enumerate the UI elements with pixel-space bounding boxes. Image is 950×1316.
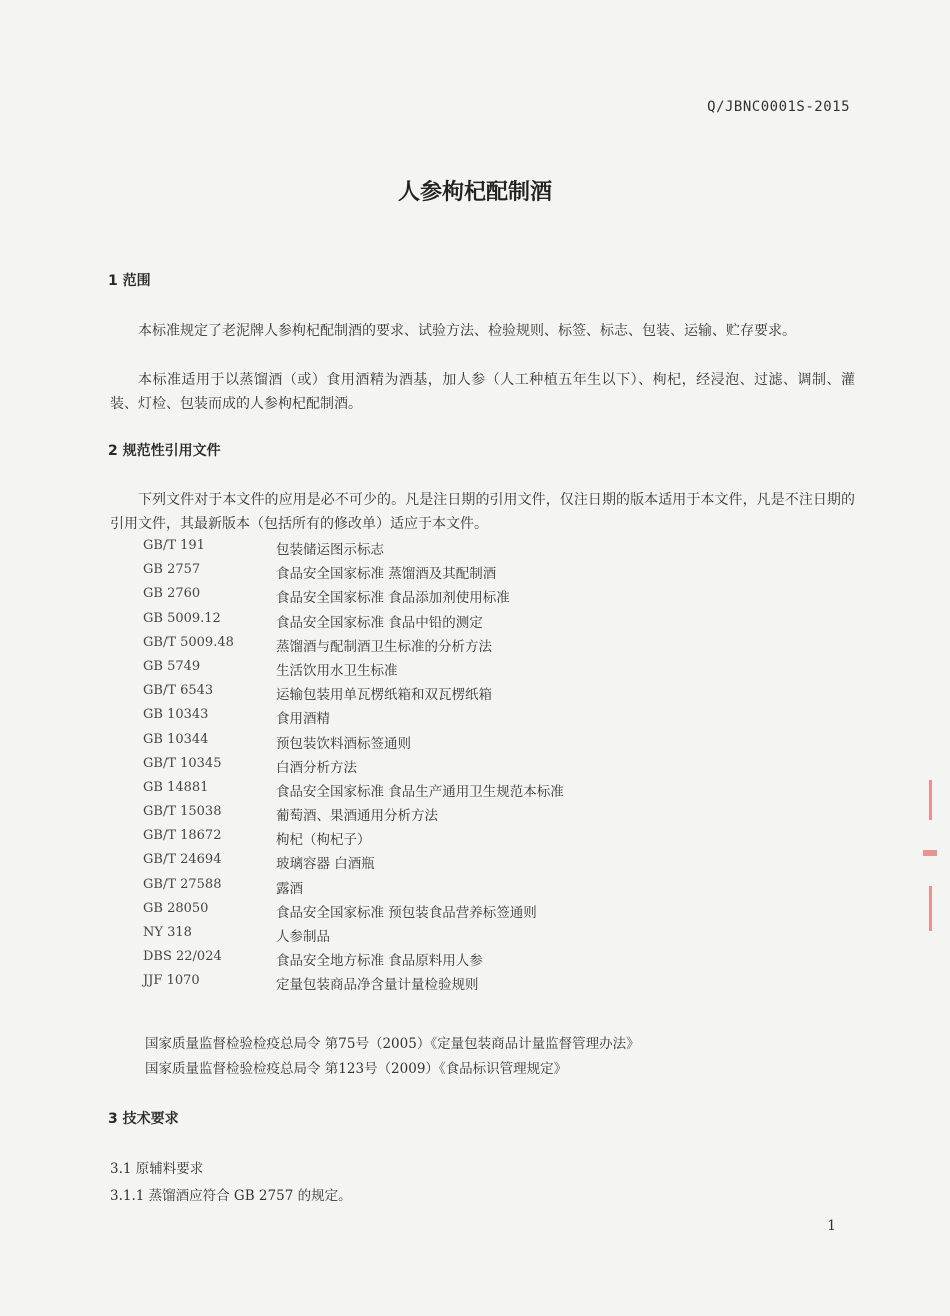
references-intro: 下列文件对于本文件的应用是必不可少的。凡是注日期的引用文件，仅注日期的版本适用于本文件，凡是不注日期的引用文件，其最新版本（包括所有的修改单）适应于本文件。 xyxy=(110,492,855,532)
document-title: 人参枸杞配制酒 xyxy=(397,180,552,205)
scope-paragraph-1: 本标准规定了老泥牌人参枸杞配制酒的要求、试验方法、检验规则、标签、标志、包装、运输、贮存要求。 xyxy=(138,323,796,339)
reference-code: NY 318 xyxy=(143,925,192,940)
section-heading-scope: 1 范围 xyxy=(108,273,151,289)
reference-title: 白酒分析方法 xyxy=(276,759,357,776)
reference-item xyxy=(143,732,843,756)
reference-code: GB 2757 xyxy=(143,562,201,578)
reference-code: GB/T 24694 xyxy=(143,852,222,868)
reference-code: GB 14881 xyxy=(143,779,209,795)
reference-title: 预包装饮料酒标签通则 xyxy=(276,735,411,752)
reference-item xyxy=(143,901,843,925)
reference-title: 包装储运图示标志 xyxy=(276,542,384,558)
scope-paragraph-2: 本标准适用于以蒸馏酒（或）食用酒精为酒基，加人参（人工种植五年生以下）、枸杞，经浸泡、过滤、调制、灌装、灯检、包装而成的人参枸杞配制酒。 xyxy=(110,372,855,412)
reference-item xyxy=(143,828,843,852)
reference-code: GB/T 5009.48 xyxy=(143,634,234,650)
reference-item xyxy=(143,611,843,635)
reference-code: GB 10344 xyxy=(143,731,209,747)
reference-code: GB/T 15038 xyxy=(143,804,222,820)
reference-item xyxy=(143,756,843,780)
reference-title: 葡萄酒、果酒通用分析方法 xyxy=(276,808,438,825)
reference-title: 食品安全国家标准 食品中铅的测定 xyxy=(276,614,483,631)
decree-line-1: 国家质量监督检验检疫总局令 第75号（2005）《定量包装商品计量监督管理办法》 xyxy=(145,1036,640,1052)
reference-item xyxy=(143,877,843,901)
reference-title: 露酒 xyxy=(276,880,303,897)
reference-title: 食品安全国家标准 食品生产通用卫生规范本标准 xyxy=(276,783,564,800)
seal-stamp-fragment xyxy=(920,780,940,955)
reference-title: 生活饮用水卫生标准 xyxy=(276,662,398,679)
reference-title: 食品安全国家标准 预包装食品营养标签通则 xyxy=(276,904,537,921)
reference-code: GB 28050 xyxy=(143,900,209,916)
reference-code: GB/T 18672 xyxy=(143,828,222,844)
reference-title: 食品安全国家标准 食品添加剂使用标准 xyxy=(276,590,510,607)
reference-item xyxy=(143,925,843,949)
reference-title: 食用酒精 xyxy=(276,711,330,728)
reference-code: GB/T 27588 xyxy=(143,876,222,892)
reference-code: JJF 1070 xyxy=(143,973,200,989)
reference-item xyxy=(143,635,843,659)
section-heading-references: 2 规范性引用文件 xyxy=(108,443,221,459)
reference-item xyxy=(143,659,843,683)
reference-item xyxy=(143,586,843,610)
reference-code: GB 5749 xyxy=(143,658,201,674)
decree-line-2: 国家质量监督检验检疫总局令 第123号（2009）《食品标识管理规定》 xyxy=(145,1061,568,1077)
reference-item xyxy=(143,804,843,828)
reference-code: GB/T 6543 xyxy=(143,683,214,699)
reference-title: 蒸馏酒与配制酒卫生标准的分析方法 xyxy=(276,638,492,655)
reference-code: GB 2760 xyxy=(143,586,201,602)
reference-code: DBS 22/024 xyxy=(143,949,222,965)
reference-code: GB 5009.12 xyxy=(143,610,221,626)
reference-item xyxy=(143,562,843,586)
reference-item xyxy=(143,707,843,731)
reference-code: GB/T 191 xyxy=(143,538,205,553)
reference-title: 食品安全国家标准 蒸馏酒及其配制酒 xyxy=(276,566,497,583)
reference-item xyxy=(143,852,843,876)
reference-title: 玻璃容器 白酒瓶 xyxy=(276,856,375,873)
reference-item xyxy=(143,780,843,804)
reference-item xyxy=(143,973,843,997)
reference-code: GB/T 10345 xyxy=(143,755,222,771)
reference-item xyxy=(143,538,843,562)
page-number: 1 xyxy=(827,1218,836,1234)
reference-item xyxy=(143,683,843,707)
subsection-3-1: 3.1 原辅料要求 xyxy=(110,1161,204,1177)
reference-list xyxy=(143,538,843,998)
reference-title: 人参制品 xyxy=(276,929,330,945)
section-heading-tech: 3 技术要求 xyxy=(108,1111,179,1127)
reference-title: 食品安全地方标准 食品原料用人参 xyxy=(276,953,483,970)
subsection-3-1-1: 3.1.1 蒸馏酒应符合 GB 2757 的规定。 xyxy=(110,1188,352,1204)
reference-code: GB 10343 xyxy=(143,707,209,723)
document-code: Q/JBNC0001S-2015 xyxy=(707,99,850,115)
reference-title: 枸杞（枸杞子） xyxy=(276,832,371,849)
reference-item xyxy=(143,949,843,973)
reference-title: 运输包装用单瓦楞纸箱和双瓦楞纸箱 xyxy=(276,687,492,704)
reference-title: 定量包装商品净含量计量检验规则 xyxy=(276,977,479,994)
